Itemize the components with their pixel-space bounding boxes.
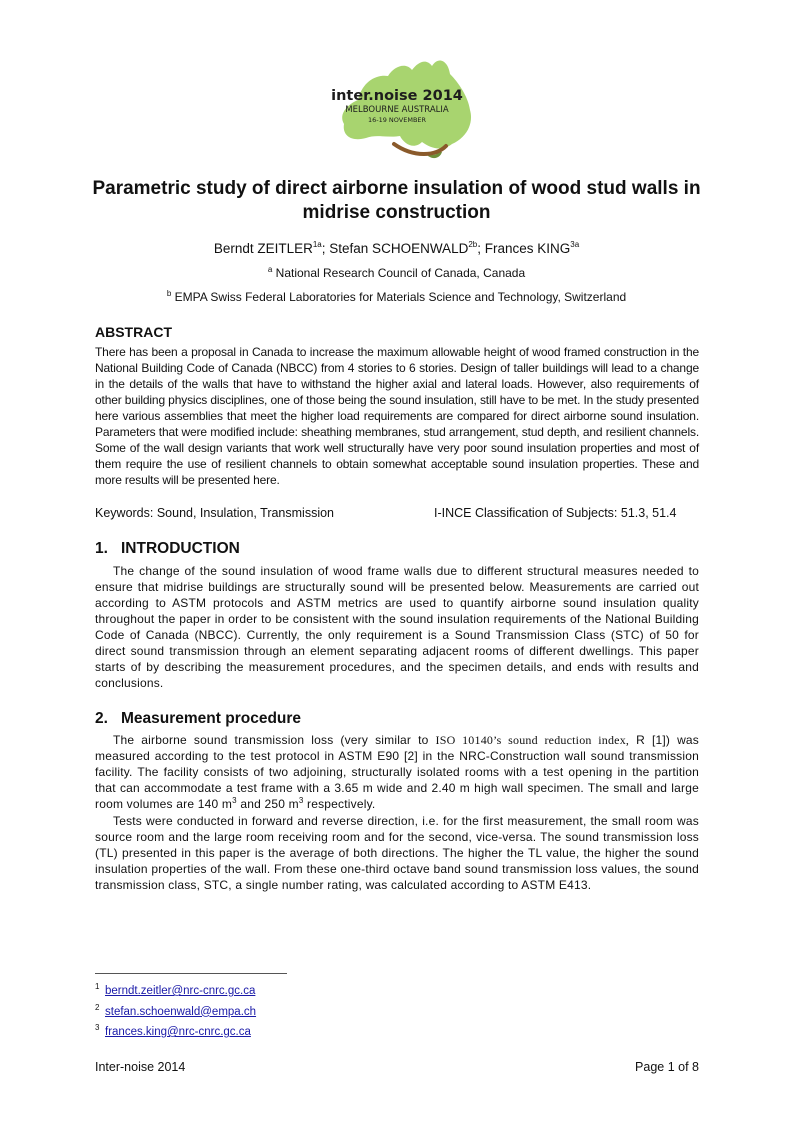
- ince-classification: I-INCE Classification of Subjects: 51.3, 51.4: [434, 506, 677, 520]
- author-list: Berndt $ZEITLER^{1a}$; Stefan $SCHOENWALD^{2b}$; Frances $KING^{3a}$: [213, 240, 580, 256]
- email-link[interactable]: stefan.schoenwald@empa.ch: [105, 1005, 257, 1018]
- conference-logo: [318, 52, 476, 164]
- australia-map-icon: [318, 52, 476, 164]
- introduction-paragraph: The change of the sound insulation of wood frame walls due to different structural measures needed to ensure that midrise buildings are structurally sound will be presented below. Measurements are carried out according to ASTM protocols and ASTM metrics are used to quantify airborne sound insulation quality throughout the paper in order to be consistent with the sound insulation requirements of the National Building Code of Canada (NBCC). Currently, the only requirement is a Sound Transmission Class (STC) of 50 for direct sound transmission through an element separating adjacent rooms of different dwellings. This paper starts of by describing the measurement procedures, and the specimen details, and ends with results and conclusions.: [95, 564, 699, 690]
- author-sup: 3a: [570, 240, 580, 249]
- keywords: Keywords: Sound, Insulation, Transmission: [95, 506, 335, 520]
- abstract-text: There has been a proposal in Canada to increase the maximum allowable height of wood framed construction in the National Building Code of Canada (NBCC) from 4 stories to 6 stories. Design of taller buildings will lead to a change in the details of the walls that have to withstand the higher axial and lateral loads. However, also requirements of other building physics disciplines, one of those being the sound insulation, still have to be met. In the study presented here various assemblies that meet the higher load requirements are compared for direct airborne sound insulation. Parameters that were modified include: sheathing membranes, stud arrangement, stud depth, and resilient channels. Some of the wall design variants that work well structurally have very poor sound insulation properties and most of them require the use of resilient channels to obtain somewhat acceptable sound insulation properties. These and more results will be presented here.: [95, 345, 699, 487]
- affiliation-b: $^b$ EMPA Swiss Federal Laboratories for Materials Science and Technology, Switzerland: [166, 289, 627, 304]
- logo-line3: 16-19 NOVEMBER: [367, 116, 427, 124]
- footnote-item: $^3$ frances.king@nrc-cnrc.gc.ca: [95, 1023, 251, 1038]
- footer-conference: Inter-noise 2014: [95, 1060, 186, 1074]
- footnote-divider: [95, 973, 287, 974]
- author-name: Berndt ZEITLER: [213, 241, 313, 256]
- abstract-heading: ABSTRACT: [95, 324, 172, 340]
- section-heading-introduction: 1. INTRODUCTION: [95, 540, 240, 557]
- author-name: Frances KING: [484, 241, 571, 256]
- author-name: Stefan SCHOENWALD: [329, 241, 469, 256]
- footnote-item: $^2$ stefan.schoenwald@empa.ch: [95, 1002, 257, 1018]
- footnote-item: $^1$ berndt.zeitler@nrc-cnrc.gc.ca: [95, 982, 256, 997]
- author-sup: 2b: [468, 240, 478, 249]
- footnotes: [95, 979, 256, 1041]
- author-sup: 1a: [312, 240, 322, 249]
- measurement-paragraph-1: The airborne sound transmission loss (very similar to ISO 10140’s sound reduction index, R [1]) was measured according to the test protocol in ASTM E90 [2] in the NRC-Construction wall sound transmission facility. The facility consists of two adjoining, structurally isolated rooms with a test opening in the partition that can accommodate a test frame with a 3.65 m wide and 2.40 m high wall specimen. The small and large room volumes are 140 $m^3$ and 250 $m^3$ respectively.: [95, 733, 700, 811]
- paper-title: Parametric study of direct airborne insulation of wood stud walls in midrise construction: [92, 178, 701, 223]
- section-heading-measurement: 2. Measurement procedure: [95, 710, 302, 727]
- email-link[interactable]: frances.king@nrc-cnrc.gc.ca: [105, 1026, 251, 1038]
- affiliation-a: $^a$ National Research Council of Canada, Canada: [267, 265, 526, 280]
- email-link[interactable]: berndt.zeitler@nrc-cnrc.gc.ca: [105, 985, 256, 997]
- measurement-paragraph-2: Tests were conducted in forward and reverse direction, i.e. for the first measurement, the small room was source room and the large room receiving room and for the second, vice-versa. The sound transmission loss (TL) presented in this paper is the average of both directions. The higher the TL value, the higher the sound insulation properties of the wall. From these one-third octave band sound transmission loss values, the sound transmission class, STC, a single number rating, was calculated according to ASTM E413.: [95, 814, 699, 892]
- logo-line1: inter.noise 2014: [331, 88, 463, 104]
- footer-page-number: Page 1 of 8: [635, 1060, 699, 1074]
- logo-line2: MELBOURNE AUSTRALIA: [345, 105, 449, 115]
